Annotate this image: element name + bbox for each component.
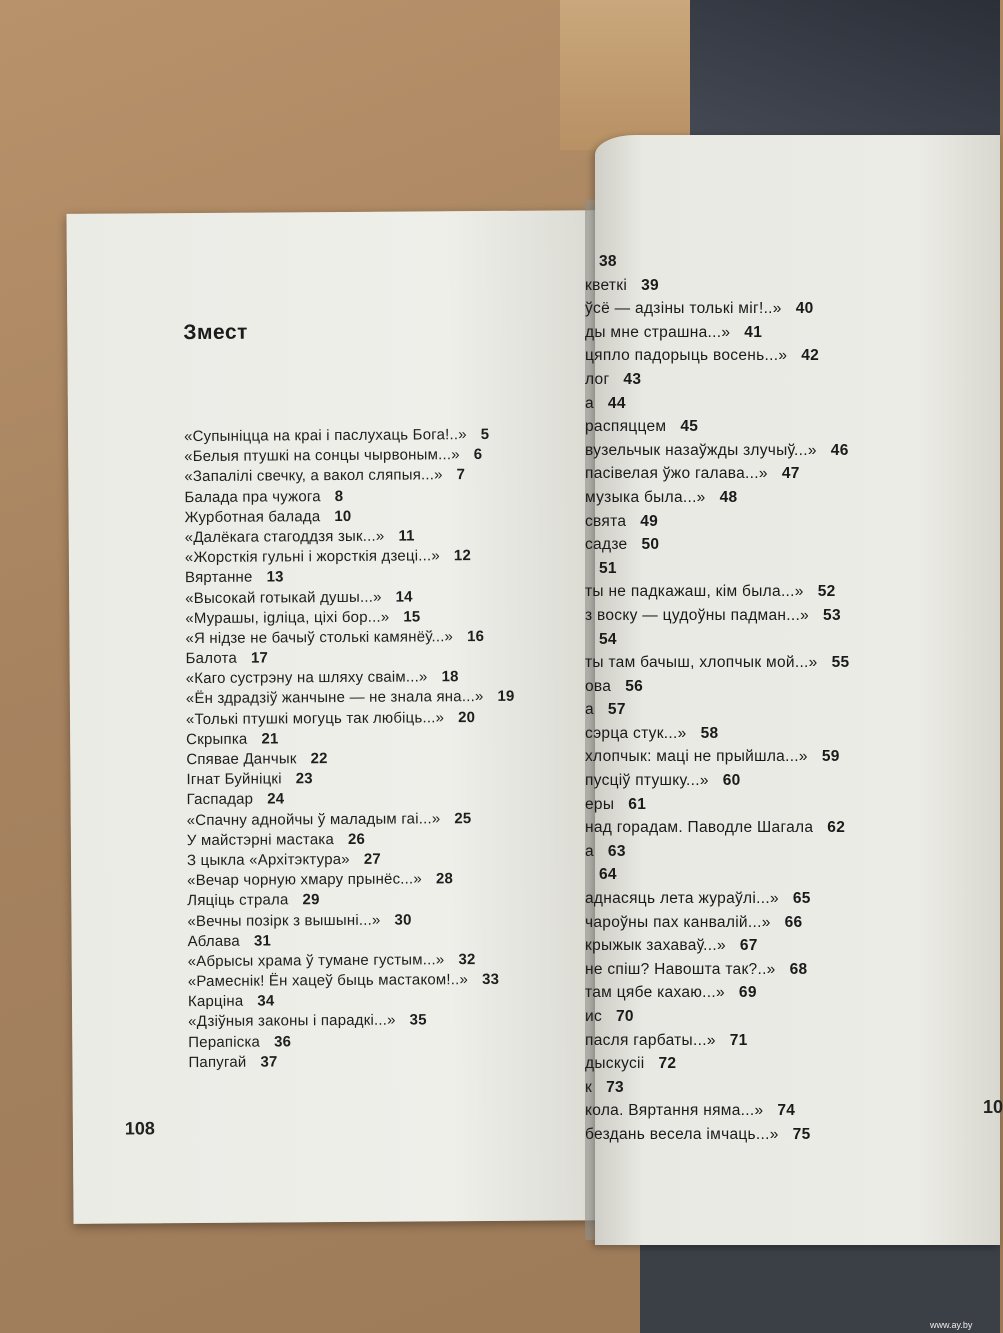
entry-page-number: 57 (607, 701, 626, 719)
contents-entry (187, 889, 516, 911)
entry-title: бездань весела імчаць...» (585, 1125, 779, 1143)
contents-entry (188, 970, 517, 992)
entry-page-number: 17 (250, 649, 269, 667)
entry-page-number: 15 (403, 608, 421, 626)
entry-page-number: 73 (606, 1078, 624, 1096)
entry-page-number: 34 (257, 992, 275, 1010)
entry-title: «Рамеснік! Ён хацеў быць мастаком!..» (187, 971, 469, 991)
entry-title: «Вечар чорную хмару прынёс...» (187, 870, 422, 890)
entry-page-number: 25 (454, 809, 472, 827)
contents-entry (185, 566, 514, 588)
contents-entry (585, 675, 849, 699)
contents-entry (186, 687, 515, 709)
entry-title: там цябе кахаю...» (585, 984, 725, 1002)
contents-entry (585, 911, 849, 935)
entry-title: цяпло падорыць восень...» (585, 347, 788, 365)
entry-title: Вяртанне (184, 568, 253, 587)
entry-title: Журботная балада (184, 507, 321, 526)
entry-title: ты не падкажаш, кім была...» (585, 583, 804, 601)
entry-title: а (585, 701, 594, 719)
entry-page-number: 67 (739, 937, 758, 955)
contents-entry (585, 274, 849, 298)
contents-entry (187, 788, 516, 810)
contents-entry (188, 1051, 517, 1073)
entry-title: пусціў птушку...» (585, 772, 709, 790)
contents-entry (585, 604, 849, 628)
contents-entry (186, 768, 515, 790)
entry-page-number: 38 (599, 253, 617, 270)
contents-list-right (585, 250, 849, 1147)
entry-page-number: 44 (607, 394, 626, 412)
contents-entry (585, 793, 849, 817)
entry-page-number: 24 (267, 790, 285, 808)
page-number-left: 108 (124, 1118, 155, 1139)
entry-page-number: 41 (744, 323, 763, 341)
contents-entry (585, 344, 849, 368)
contents-entry (187, 829, 516, 851)
entry-page-number: 31 (253, 932, 272, 950)
entry-title: Скрыпка (186, 730, 248, 748)
entry-title: свята (585, 512, 627, 530)
entry-title: ды мне страшна...» (585, 323, 731, 341)
entry-title: сэрца стук...» (585, 724, 687, 742)
entry-title: «Абрысы храма ў тумане густым...» (187, 951, 445, 970)
entry-title: з воску — цудоўны падман...» (585, 606, 810, 624)
contents-entry (185, 506, 514, 528)
contents-entry (585, 934, 849, 958)
contents-entry (585, 628, 849, 652)
contents-entry (585, 439, 849, 463)
entry-title: садзе (585, 536, 628, 554)
entry-page-number: 19 (497, 688, 515, 706)
watermark: www.ay.by (930, 1320, 973, 1330)
entry-title: над горадам. Паводле Шагала (585, 819, 814, 837)
contents-entry (585, 1029, 849, 1053)
entry-title: аднасяць лета жураўлі...» (585, 890, 779, 908)
contents-entry (184, 445, 513, 467)
entry-page-number: 72 (658, 1055, 677, 1073)
entry-title: «Далёкага стагоддзя зык...» (184, 527, 385, 547)
left-page (66, 210, 613, 1224)
entry-page-number: 13 (266, 568, 284, 586)
contents-entry (585, 1005, 849, 1029)
contents-entry (187, 869, 516, 891)
contents-entry (188, 1030, 517, 1052)
entry-page-number: 54 (599, 630, 617, 648)
entry-title: чароўны пах канвалій...» (585, 913, 771, 931)
entry-title: к (585, 1078, 593, 1096)
entry-page-number: 45 (680, 418, 699, 436)
entry-page-number: 39 (641, 276, 659, 294)
entry-page-number: 75 (792, 1125, 811, 1143)
entry-title: не спіш? Навошта так?..» (585, 960, 776, 978)
contents-entry (585, 863, 849, 887)
entry-title: лог (585, 370, 610, 388)
entry-title: кола. Вяртання няма...» (585, 1102, 764, 1120)
entry-title: а (585, 394, 594, 412)
contents-entry (187, 849, 516, 871)
contents-entry (585, 887, 849, 911)
contents-entry (186, 728, 515, 750)
entry-title: «Спачну аднойчы ў маладым гаі...» (186, 809, 441, 829)
entry-title: Карціна (187, 992, 244, 1011)
entry-title: Ляціць страла (187, 891, 289, 910)
contents-entry (188, 990, 517, 1012)
entry-page-number: 64 (599, 866, 617, 884)
entry-page-number: 56 (625, 677, 644, 695)
contents-entry (585, 580, 849, 604)
contents-entry (188, 950, 517, 972)
entry-title: «Белыя птушкі на сонцы чырвоным...» (184, 446, 460, 466)
entry-title: У майстэрні мастака (186, 830, 335, 849)
entry-title: «Жорсткія гульні і жорсткія дзеці...» (184, 547, 440, 567)
entry-title: хлопчык: маці не прыйшла...» (585, 748, 808, 766)
contents-entry (184, 465, 513, 487)
contents-entry (585, 392, 849, 416)
entry-page-number: 23 (295, 770, 313, 788)
entry-page-number: 6 (473, 446, 483, 464)
entry-page-number: 21 (261, 730, 279, 748)
entry-page-number: 8 (334, 487, 344, 505)
contents-entry (186, 667, 515, 689)
entry-page-number: 63 (607, 842, 626, 860)
entry-page-number: 32 (458, 950, 476, 969)
entry-title: «Высокай готыкай душы...» (185, 588, 382, 607)
entry-title: Аблава (187, 932, 240, 950)
entry-page-number: 65 (792, 890, 811, 908)
entry-page-number: 59 (821, 748, 840, 766)
entry-title: распяццем (585, 418, 667, 436)
entry-title: Спявае Данчык (186, 750, 297, 769)
contents-entry (186, 748, 515, 770)
entry-title: Ігнат Буйніцкі (186, 770, 282, 789)
entry-page-number: 52 (817, 583, 836, 601)
contents-entry (585, 557, 849, 581)
entry-page-number: 42 (801, 347, 820, 365)
contents-entry (585, 722, 849, 746)
contents-entry (185, 526, 514, 548)
entry-title: Балада пра чужога (184, 487, 321, 506)
contents-entry (585, 1123, 849, 1147)
entry-page-number: 74 (777, 1102, 796, 1120)
contents-entry (585, 958, 849, 982)
contents-entry (585, 840, 849, 864)
entry-page-number: 36 (274, 1032, 292, 1051)
contents-entry (585, 769, 849, 793)
entry-title: музыка была...» (585, 488, 706, 506)
contents-entry (185, 586, 514, 608)
contents-entry (585, 981, 849, 1005)
entry-title: а (585, 842, 594, 860)
entry-title: «Ён здрадзіў жанчыне — не знала яна...» (185, 688, 484, 708)
entry-page-number: 53 (823, 606, 841, 624)
entry-title: З цыкла «Архітэктура» (186, 850, 350, 870)
entry-page-number: 22 (310, 750, 328, 768)
entry-page-number: 50 (641, 536, 660, 554)
entry-title: «Дзіўныя законы і парадкі...» (188, 1012, 396, 1031)
entry-page-number: 66 (784, 913, 803, 931)
contents-entry (187, 929, 516, 951)
entry-title: вузельчык назаўжды злучыў...» (585, 441, 817, 459)
contents-entry (585, 510, 849, 534)
entry-page-number: 55 (831, 654, 850, 672)
entry-title: еры (585, 795, 615, 813)
contents-entry (186, 707, 515, 729)
entry-page-number: 61 (628, 795, 647, 813)
contents-entry (185, 606, 514, 628)
entry-page-number: 12 (453, 547, 472, 565)
entry-page-number: 20 (458, 708, 476, 726)
entry-page-number: 51 (599, 559, 617, 577)
contents-entry (185, 627, 514, 649)
entry-title: пасівелая ўжо галава...» (585, 465, 768, 483)
entry-title: Балота (185, 649, 238, 668)
contents-entry (585, 486, 849, 510)
entry-page-number: 33 (481, 970, 500, 989)
contents-entry (585, 462, 849, 486)
contents-entry (585, 297, 849, 321)
right-page (585, 135, 1003, 1245)
entry-title: Папугай (188, 1053, 247, 1071)
entry-page-number: 49 (640, 512, 659, 530)
entry-page-number: 48 (719, 488, 738, 506)
entry-page-number: 30 (394, 911, 412, 929)
entry-title: кветкі (585, 276, 628, 294)
entry-title: Гаспадар (186, 790, 254, 809)
entry-title: «Супыніцца на краі і паслухаць Бога!..» (183, 426, 467, 446)
contents-entry (184, 485, 513, 507)
entry-page-number: 5 (480, 425, 490, 444)
entry-title: «Запалілі свечку, а вакол сляпыя...» (184, 466, 443, 486)
entry-title: Перапіска (188, 1033, 261, 1051)
entry-title: пасля гарбаты...» (585, 1031, 716, 1049)
contents-entry (585, 1076, 849, 1100)
entry-title: «Мурашы, igліца, ціхі бор...» (185, 608, 390, 627)
entry-page-number: 35 (409, 1011, 427, 1029)
contents-entry (187, 909, 516, 931)
contents-entry (585, 415, 849, 439)
contents-entry (585, 533, 849, 557)
contents-entry (585, 816, 849, 840)
entry-title: «Я нідзе не бачыў столькі камянёў...» (185, 628, 454, 647)
entry-page-number: 68 (789, 960, 808, 978)
contents-entry (185, 546, 514, 568)
entry-title: «Вечны позірк з вышыні...» (187, 911, 381, 930)
entry-page-number: 27 (363, 850, 381, 868)
entry-page-number: 62 (827, 819, 846, 837)
contents-entry (187, 808, 516, 830)
page-title: Змест (183, 320, 248, 345)
entry-page-number: 60 (722, 772, 741, 790)
entry-page-number: 69 (738, 984, 757, 1002)
entry-page-number: 7 (456, 466, 466, 484)
page-number-right: 10 (983, 1097, 1003, 1117)
entry-page-number: 46 (830, 441, 849, 459)
contents-entry (188, 1010, 517, 1032)
contents-entry (585, 250, 849, 274)
entry-title: дыскусіі (585, 1055, 645, 1073)
entry-page-number: 18 (441, 668, 459, 686)
contents-entry (585, 321, 849, 345)
entry-page-number: 26 (347, 830, 366, 848)
contents-entry (585, 651, 849, 675)
entry-page-number: 43 (623, 370, 642, 388)
contents-entry (585, 745, 849, 769)
entry-page-number: 37 (260, 1053, 278, 1071)
contents-entry (184, 425, 513, 447)
entry-title: ты там бачыш, хлопчык мой...» (585, 654, 818, 672)
entry-page-number: 71 (729, 1031, 748, 1049)
entry-page-number: 47 (781, 465, 800, 483)
entry-page-number: 14 (395, 587, 413, 606)
entry-title: ўсё — адзіны толькі міг!..» (585, 300, 782, 318)
entry-page-number: 10 (334, 507, 352, 525)
entry-page-number: 11 (398, 527, 415, 545)
contents-entry (585, 1052, 849, 1076)
entry-title: ова (585, 677, 612, 695)
contents-entry (585, 368, 849, 392)
entry-page-number: 28 (435, 870, 454, 888)
entry-title: «Толькі птушкі могуць так любіць...» (185, 708, 445, 728)
entry-title: «Каго сустрэну на шляху сваім...» (185, 668, 428, 688)
entry-page-number: 58 (700, 724, 719, 742)
entry-page-number: 29 (302, 891, 320, 909)
contents-entry (186, 647, 515, 669)
entry-page-number: 70 (616, 1008, 634, 1025)
entry-page-number: 16 (467, 627, 485, 645)
contents-list-left (184, 425, 517, 1073)
entry-title: ис (585, 1008, 603, 1025)
entry-page-number: 40 (795, 300, 814, 318)
entry-title: крыжык захаваў...» (585, 937, 726, 955)
dark-background (690, 0, 1000, 150)
contents-entry (585, 1099, 849, 1123)
contents-entry (585, 698, 849, 722)
